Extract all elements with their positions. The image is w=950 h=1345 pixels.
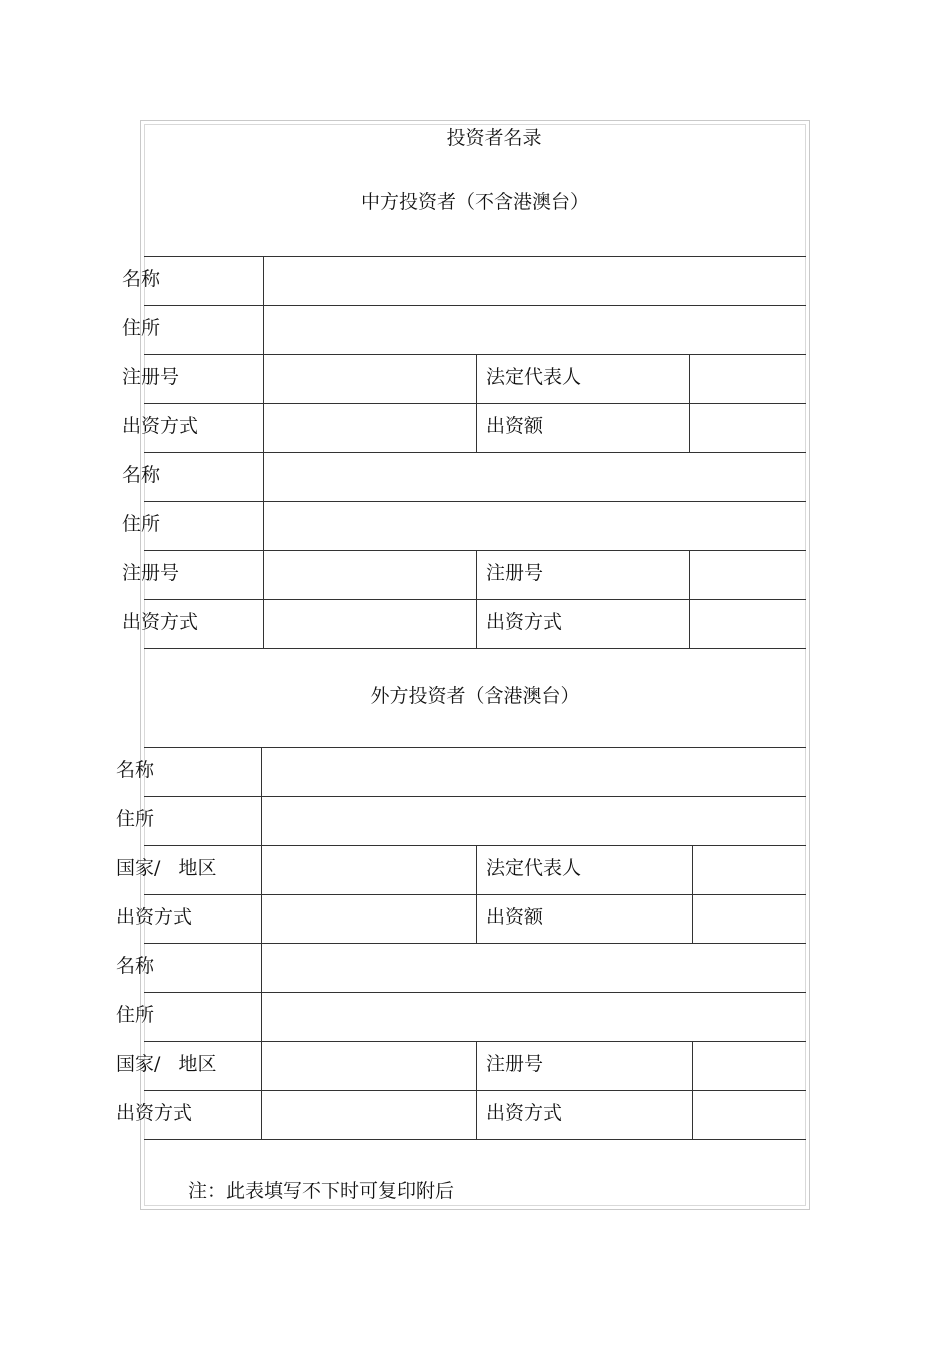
foreign-row-rule — [144, 1139, 806, 1140]
foreign-field-label: 注册号 — [486, 1053, 544, 1075]
domestic-value-cell[interactable] — [690, 404, 806, 452]
domestic-value-cell[interactable] — [264, 453, 806, 501]
domestic-field-label: 注册号 — [486, 562, 544, 584]
domestic-col-divider — [476, 354, 477, 403]
foreign-value-cell[interactable] — [262, 1091, 476, 1139]
foreign-value-cell[interactable] — [262, 993, 806, 1041]
domestic-col-divider — [476, 550, 477, 599]
foreign-value-cell[interactable] — [262, 944, 806, 992]
domestic-value-cell[interactable] — [264, 257, 806, 305]
page-title: 投资者名录 — [446, 127, 542, 149]
foreign-field-label: 名称 — [116, 759, 155, 781]
domestic-value-cell[interactable] — [690, 355, 806, 403]
domestic-field-label: 出资额 — [486, 415, 544, 437]
foreign-col-divider — [476, 1090, 477, 1139]
domestic-value-cell[interactable] — [264, 306, 806, 354]
foreign-value-cell[interactable] — [262, 748, 806, 796]
foreign-value-cell[interactable] — [693, 846, 806, 894]
foreign-value-cell[interactable] — [262, 1042, 476, 1090]
domestic-field-label: 出资方式 — [122, 415, 199, 437]
foreign-field-label: 出资额 — [486, 906, 544, 928]
foreign-col-divider — [476, 1041, 477, 1090]
domestic-value-cell[interactable] — [264, 355, 476, 403]
domestic-field-label: 出资方式 — [122, 611, 199, 633]
domestic-value-cell[interactable] — [264, 551, 476, 599]
domestic-field-label: 出资方式 — [486, 611, 563, 633]
foreign-value-cell[interactable] — [693, 895, 806, 943]
domestic-row-rule — [144, 648, 806, 649]
domestic-field-label: 住所 — [122, 317, 161, 339]
foreign-value-cell[interactable] — [262, 797, 806, 845]
foreign-field-label: 出资方式 — [116, 906, 193, 928]
domestic-field-label: 注册号 — [122, 562, 180, 584]
domestic-col-divider — [476, 599, 477, 648]
foreign-col-divider — [476, 894, 477, 943]
foreign-field-label: 国家/ 地区 — [116, 1053, 217, 1075]
foreign-field-label: 住所 — [116, 1004, 155, 1026]
domestic-col-divider — [476, 403, 477, 452]
foreign-field-label: 出资方式 — [116, 1102, 193, 1124]
domestic-field-label: 名称 — [122, 268, 161, 290]
foreign-field-label: 住所 — [116, 808, 155, 830]
foreign-value-cell[interactable] — [262, 895, 476, 943]
foreign-value-cell[interactable] — [262, 846, 476, 894]
domestic-value-cell[interactable] — [264, 404, 476, 452]
domestic-field-label: 名称 — [122, 464, 161, 486]
domestic-value-cell[interactable] — [690, 600, 806, 648]
domestic-value-cell[interactable] — [690, 551, 806, 599]
foreign-heading: 外方投资者（含港澳台） — [370, 685, 580, 707]
footnote: 注：此表填写不下时可复印附后 — [188, 1180, 455, 1202]
domestic-field-label: 注册号 — [122, 366, 180, 388]
foreign-col-divider — [476, 845, 477, 894]
domestic-heading: 中方投资者（不含港澳台） — [360, 191, 589, 213]
domestic-value-cell[interactable] — [264, 600, 476, 648]
foreign-value-cell[interactable] — [693, 1042, 806, 1090]
domestic-value-cell[interactable] — [264, 502, 806, 550]
foreign-value-cell[interactable] — [693, 1091, 806, 1139]
foreign-field-label: 出资方式 — [486, 1102, 563, 1124]
foreign-field-label: 名称 — [116, 955, 155, 977]
foreign-field-label: 国家/ 地区 — [116, 857, 217, 879]
foreign-field-label: 法定代表人 — [486, 857, 582, 879]
domestic-field-label: 住所 — [122, 513, 161, 535]
domestic-field-label: 法定代表人 — [486, 366, 582, 388]
